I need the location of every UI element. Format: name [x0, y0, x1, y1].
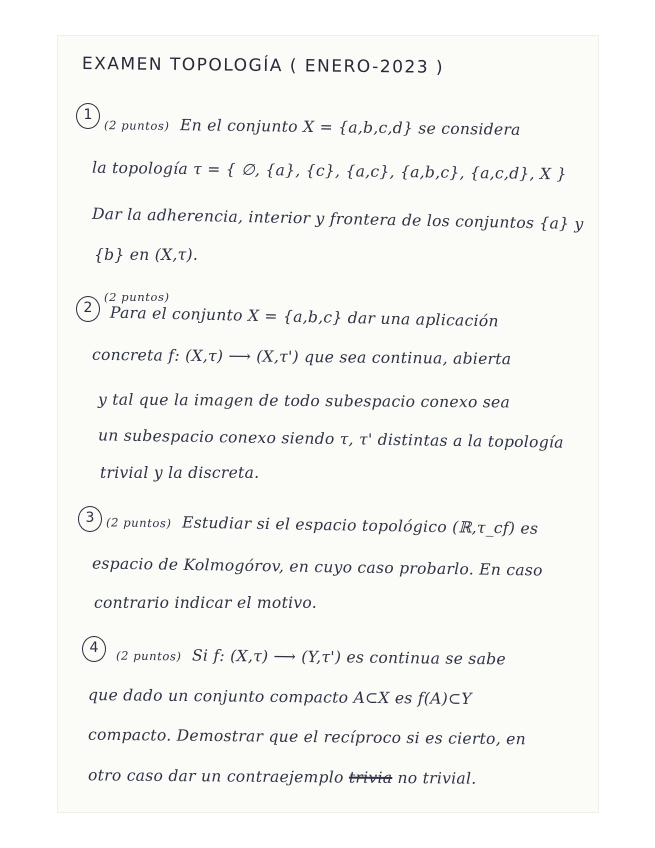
problem-1-points: (2 puntos) [103, 118, 170, 134]
problem-2-line-1: Para el conjunto X = {a,b,c} dar una aplicación [109, 303, 499, 331]
problem-2-points: (2 puntos) [104, 290, 170, 304]
problem-4-struck-word: trivia [348, 768, 393, 787]
problem-1-number: 1 [76, 103, 100, 129]
problem-1-line-4: {b} en (X,τ). [94, 246, 199, 264]
problem-4-line-3: compacto. Demostrar que el recíproco si es cierto, en [87, 725, 527, 749]
problem-3-line-3: contrario indicar el motivo. [94, 594, 317, 612]
problem-4-number: 4 [82, 636, 106, 662]
problem-2-line-2: concreta f: (X,τ) ⟶ (X,τ') que sea continua, abierta [91, 345, 512, 369]
problem-3-line-2: espacio de Kolmogórov, en cuyo caso probarlo. En caso [91, 554, 543, 580]
problem-4-line-5: no trivial. [397, 769, 477, 788]
problem-4-line-1: Si f: (X,τ) ⟶ (Y,τ') es continua se sabe [191, 646, 506, 669]
problem-1-line-1: En el conjunto X = {a,b,c,d} se considera [179, 116, 521, 139]
problem-3-number: 3 [78, 506, 102, 532]
problem-4-points: (2 puntos) [115, 648, 182, 664]
problem-4-line-4-text: otro caso dar un contraejemplo [87, 766, 344, 787]
problem-1-line-2: la topología τ = { ∅, {a}, {c}, {a,c}, {a,b,c}, {a,c,d}, X } [91, 158, 567, 184]
problem-2-line-3: y tal que la imagen de todo subespacio conexo sea [97, 390, 511, 412]
exam-title: EXAMEN TOPOLOGÍA ( ENERO-2023 ) [81, 54, 445, 78]
problem-2-line-4: un subespacio conexo siendo τ, τ' distintas a la topología [97, 426, 564, 452]
problem-2-line-5: trivial y la discreta. [100, 464, 260, 482]
problem-4-line-4 [88, 766, 477, 787]
problem-2-number: 2 [76, 296, 100, 322]
problem-3-points: (2 puntos) [105, 515, 172, 531]
problem-4-line-2: que dado un conjunto compacto A⊂X es f(A)⊂Y [87, 685, 472, 709]
problem-3-line-1: Estudiar si el espacio topológico (ℝ,τ_cf) es [181, 513, 539, 538]
problem-1-line-3: Dar la adherencia, interior y frontera de los conjuntos {a} y [91, 204, 584, 234]
